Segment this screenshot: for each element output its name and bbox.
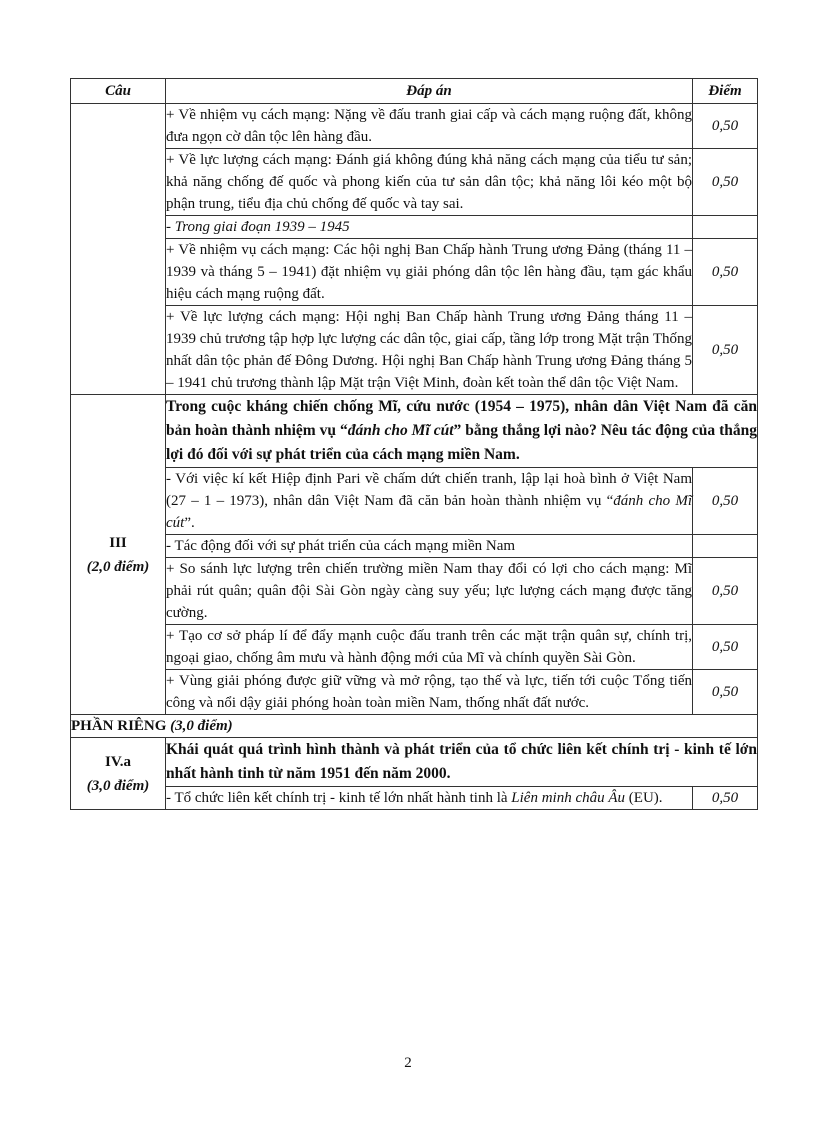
table-row bbox=[71, 535, 758, 558]
cau-cell-empty bbox=[71, 104, 166, 395]
question-text: Trong cuộc kháng chiến chống Mĩ, cứu nước (1954 – 1975), nhân dân Việt Nam đã căn bản hoàn thành nhiệm vụ “đánh cho Mĩ cút” bằng thắng lợi nào? Nêu tác động của thắng lợi đó đối với sự phát triển của cách mạng miền Nam. bbox=[166, 395, 758, 468]
answer-text: - Với việc kí kết Hiệp định Pari về chấm dứt chiến tranh, lập lại hoà bình ở Việt Nam (27 – 1 – 1973), nhân dân Việt Nam đã căn bản hoàn thành nhiệm vụ “đánh cho Mĩ cút”. bbox=[166, 468, 693, 535]
score-value: 0,50 bbox=[693, 468, 758, 535]
table-header-row bbox=[71, 79, 758, 104]
table-row bbox=[71, 558, 758, 625]
table-row bbox=[71, 216, 758, 239]
table-row bbox=[71, 625, 758, 670]
score-value: 0,50 bbox=[693, 558, 758, 625]
score-empty bbox=[693, 216, 758, 239]
phan-rieng-heading: PHẦN RIÊNG (3,0 điểm) bbox=[71, 715, 758, 738]
question-text: Khái quát quá trình hình thành và phát triển của tổ chức liên kết chính trị - kinh tế lớn nhất hành tinh từ năm 1951 đến năm 2000. bbox=[166, 738, 758, 787]
table-row bbox=[71, 306, 758, 395]
answer-text: + Vùng giải phóng được giữ vững và mở rộng, tạo thế và lực, tiến tới cuộc Tổng tiến công và nổi dậy giải phóng hoàn toàn miền Nam, thống nhất đất nước. bbox=[166, 670, 693, 715]
answer-subheading: - Tác động đối với sự phát triển của cách mạng miền Nam bbox=[166, 535, 693, 558]
table-row bbox=[71, 787, 758, 810]
cau-cell-iva bbox=[71, 738, 166, 810]
score-value: 0,50 bbox=[693, 787, 758, 810]
score-value: 0,50 bbox=[693, 149, 758, 216]
score-value: 0,50 bbox=[693, 670, 758, 715]
question-points: (2,0 điểm) bbox=[86, 558, 150, 575]
question-row bbox=[71, 395, 758, 468]
answer-text: + Về lực lượng cách mạng: Hội nghị Ban Chấp hành Trung ương Đảng tháng 11 – 1939 chủ trương tập hợp lực lượng các dân tộc, giai cấp, tầng lớp trong Mặt trận Thống nhất dân tộc phản đế Đông Dương. Hội nghị Ban Chấp hành Trung ương Đảng tháng 5 – 1941 chủ trương thành lập Mặt trận Việt Minh, đoàn kết toàn thể dân tộc Việt Nam. bbox=[166, 306, 693, 395]
question-row bbox=[71, 738, 758, 787]
table-row bbox=[71, 670, 758, 715]
page-number: 2 bbox=[404, 1055, 412, 1071]
header-cau: Câu bbox=[71, 79, 166, 104]
question-number: IV.a bbox=[105, 753, 131, 770]
score-value: 0,50 bbox=[693, 104, 758, 149]
table-row bbox=[71, 149, 758, 216]
score-empty bbox=[693, 535, 758, 558]
answer-key-table bbox=[70, 78, 758, 810]
answer-text: + Về lực lượng cách mạng: Đánh giá không đúng khả năng cách mạng của tiểu tư sản; khả năng chống đế quốc và phong kiến của tư sản dân tộc; khả năng lôi kéo một bộ phận trung, tiểu địa chủ chống đế quốc và tay sai. bbox=[166, 149, 693, 216]
answer-text: + So sánh lực lượng trên chiến trường miền Nam thay đổi có lợi cho cách mạng: Mĩ phải rút quân; quân đội Sài Gòn ngày càng suy yếu; lực lượng cách mạng được tăng cường. bbox=[166, 558, 693, 625]
score-value: 0,50 bbox=[693, 306, 758, 395]
header-diem: Điểm bbox=[693, 79, 758, 104]
header-dap-an: Đáp án bbox=[166, 79, 693, 104]
table-row bbox=[71, 104, 758, 149]
table-row bbox=[71, 239, 758, 306]
cau-cell-iii bbox=[71, 395, 166, 715]
answer-text: + Tạo cơ sở pháp lí để đẩy mạnh cuộc đấu tranh trên các mặt trận quân sự, chính trị, ngoại giao, chống âm mưu và hành động mới của Mĩ và chính quyền Sài Gòn. bbox=[166, 625, 693, 670]
answer-text: + Về nhiệm vụ cách mạng: Các hội nghị Ban Chấp hành Trung ương Đảng (tháng 11 – 1939 và tháng 5 – 1941) đặt nhiệm vụ giải phóng dân tộc lên hàng đầu, tạm gác khẩu hiệu cách mạng ruộng đất. bbox=[166, 239, 693, 306]
table-row bbox=[71, 468, 758, 535]
question-number: III bbox=[109, 534, 127, 551]
section-row bbox=[71, 715, 758, 738]
answer-text: + Về nhiệm vụ cách mạng: Nặng về đấu tranh giai cấp và cách mạng ruộng đất, không đưa ngọn cờ dân tộc lên hàng đầu. bbox=[166, 104, 693, 149]
score-value: 0,50 bbox=[693, 625, 758, 670]
answer-text: - Tổ chức liên kết chính trị - kinh tế lớn nhất hành tinh là Liên minh châu Âu (EU). bbox=[166, 787, 693, 810]
score-value: 0,50 bbox=[693, 239, 758, 306]
answer-subheading: - Trong giai đoạn 1939 – 1945 bbox=[166, 216, 693, 239]
question-points: (3,0 điểm) bbox=[86, 777, 150, 794]
